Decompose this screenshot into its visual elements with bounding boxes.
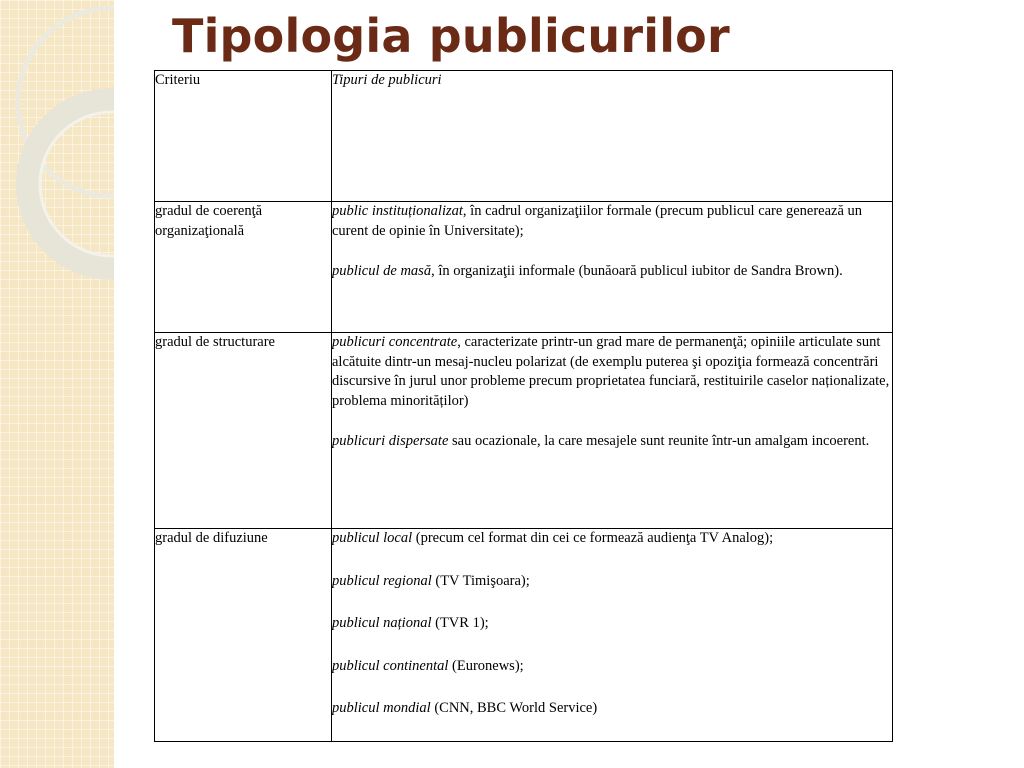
header-types [332,71,893,202]
types-diffusion [332,529,893,742]
type-entry [332,699,892,719]
type-description: , în organizaţii informale (bunăoară publicul iubitor de Sandra Brown). [431,263,843,279]
type-description: sau ocazionale, la care mesajele sunt reunite într-un amalgam incoerent. [448,433,870,449]
decorative-rings [0,0,114,768]
type-description: (TV Timişoara); [431,572,530,589]
header-criterion: Criteriu [155,71,332,202]
type-description: , în cadrul organizaţiilor formale (precum publicul care generează un curent de opinie în Universitate); [332,203,863,239]
table-row-structuring [155,333,893,529]
decorative-side-band [0,0,114,768]
type-term: publicul local [332,530,413,546]
type-entry [332,529,892,549]
type-description: (precum cel format din cei ce formează audienţa TV Analog); [412,530,774,546]
type-term: publicul de masă [332,263,432,279]
criterion-coherence: gradul de coerenţă organizaţională [155,202,332,333]
header-types-label: Tipuri de publicuri [332,72,442,88]
type-entry [332,333,892,411]
type-description: , caracterizate printr-un grad mare de permanenţă; opiniile articulate sunt alcătuite dintr-un mesaj-nucleu polarizat (de exemplu puterea şi opoziţia formează concentrări discursive în jurul unor probleme precum proprietatea funciară, restituirile caselor naționalizate, problema minorităților) [332,334,890,409]
type-term: publicuri concentrate [332,334,458,350]
type-entry [332,572,892,592]
types-structuring [332,333,893,529]
type-term: public instituționalizat [332,203,463,219]
criterion-structuring: gradul de structurare [155,333,332,529]
type-term: publicul regional [332,572,432,589]
type-description: (CNN, BBC World Service) [430,700,598,716]
type-term: publicul național [332,615,432,631]
type-term: publicul mondial [332,700,431,716]
type-term: publicuri dispersate [332,433,449,449]
type-entry [332,262,892,282]
type-entry [332,657,892,677]
type-entry [332,614,892,634]
type-description: (Euronews); [448,657,524,674]
type-entry [332,432,892,452]
type-entry [332,202,892,241]
typology-table [154,70,893,742]
type-term: publicul continental [332,657,449,674]
table-header-row [155,71,893,202]
table-row-coherence [155,202,893,333]
slide-title: Tipologia publicurilor [172,9,730,63]
types-coherence [332,202,893,333]
type-description: (TVR 1); [431,615,489,631]
table-row-diffusion [155,529,893,742]
criterion-diffusion: gradul de difuziune [155,529,332,742]
